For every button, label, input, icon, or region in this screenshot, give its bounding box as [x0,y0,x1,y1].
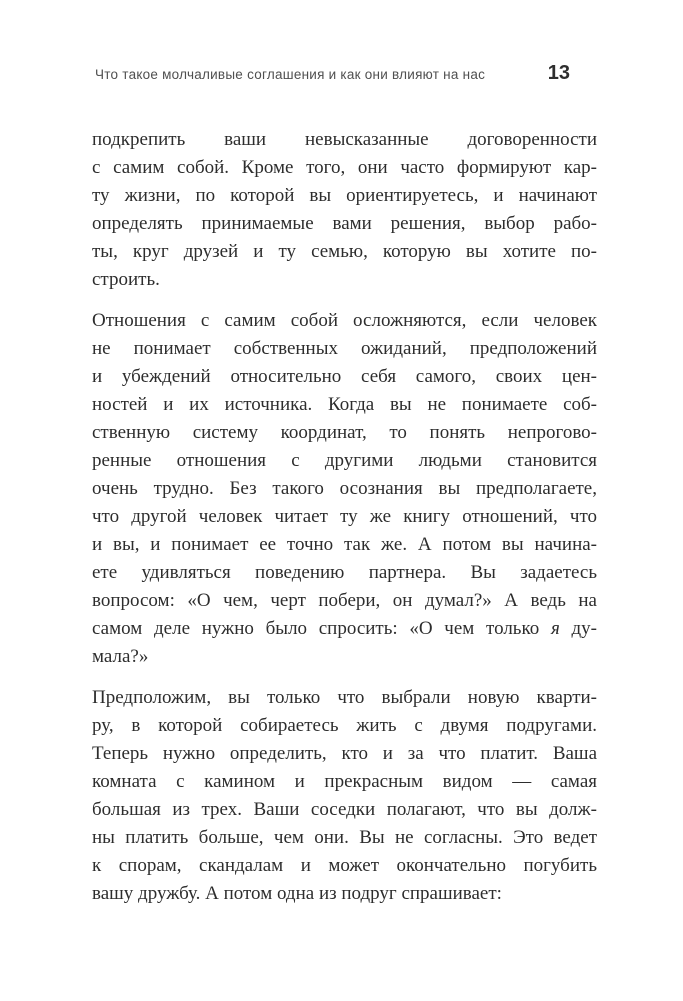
text-line: ственную систему координат, то понять непрогово- [92,422,597,443]
page-header [95,62,570,85]
text-line: вашу дружбу. А потом одна из подруг спрашивает: [92,883,502,904]
page-body [92,126,597,921]
text-line: не понимает собственных ожиданий, предположений [92,338,597,359]
text-line: и убеждений относительно себя самого, своих цен- [92,366,597,387]
text-line: ностей и их источника. Когда вы не понимаете соб- [92,394,597,415]
text-line: ренные отношения с другими людьми становится [92,450,597,471]
text-line: Отношения с самим собой осложняются, если человек [92,310,597,331]
text-line: вопросом: «О чем, черт побери, он думал?» А ведь на [92,590,597,611]
text-line: ете удивляться поведению партнера. Вы задаетесь [92,562,597,583]
text-line: ны платить больше, чем они. Вы не согласны. Это ведет [92,827,597,848]
text-line: строить. [92,269,160,290]
text-line: с самим собой. Кроме того, они часто формируют кар- [92,157,597,178]
text-line: Предположим, вы только что выбрали новую кварти- [92,687,597,708]
text-line: большая из трех. Ваши соседки полагают, что вы долж- [92,799,597,820]
text-line: что другой человек читает ту же книгу отношений, что [92,506,597,527]
paragraph [92,307,597,671]
text-line: ты, круг друзей и ту семью, которую вы хотите по- [92,241,597,262]
paragraph [92,126,597,294]
text-line: Теперь нужно определить, кто и за что платит. Ваша [92,743,597,764]
text-line: ту жизни, по которой вы ориентируетесь, и начинают [92,185,597,206]
text-line: комната с камином и прекрасным видом — самая [92,771,597,792]
text-line: определять принимаемые вами решения, выбор рабо- [92,213,597,234]
text-line: мала?» [92,646,149,667]
running-title: Что такое молчаливые соглашения и как они влияют на нас [95,67,486,82]
text-line: подкрепить ваши невысказанные договоренности [92,129,597,150]
text-line: ру, в которой собираетесь жить с двумя подругами. [92,715,597,736]
text-line: к спорам, скандалам и может окончательно погубить [92,855,597,876]
text-line: и вы, и понимает ее точно так же. А потом вы начина- [92,534,597,555]
text-line: самом деле нужно было спросить: «О чем только я ду- [92,618,597,639]
paragraph [92,684,597,908]
page-number: 13 [547,62,570,84]
text-line: очень трудно. Без такого осознания вы предполагаете, [92,478,597,499]
